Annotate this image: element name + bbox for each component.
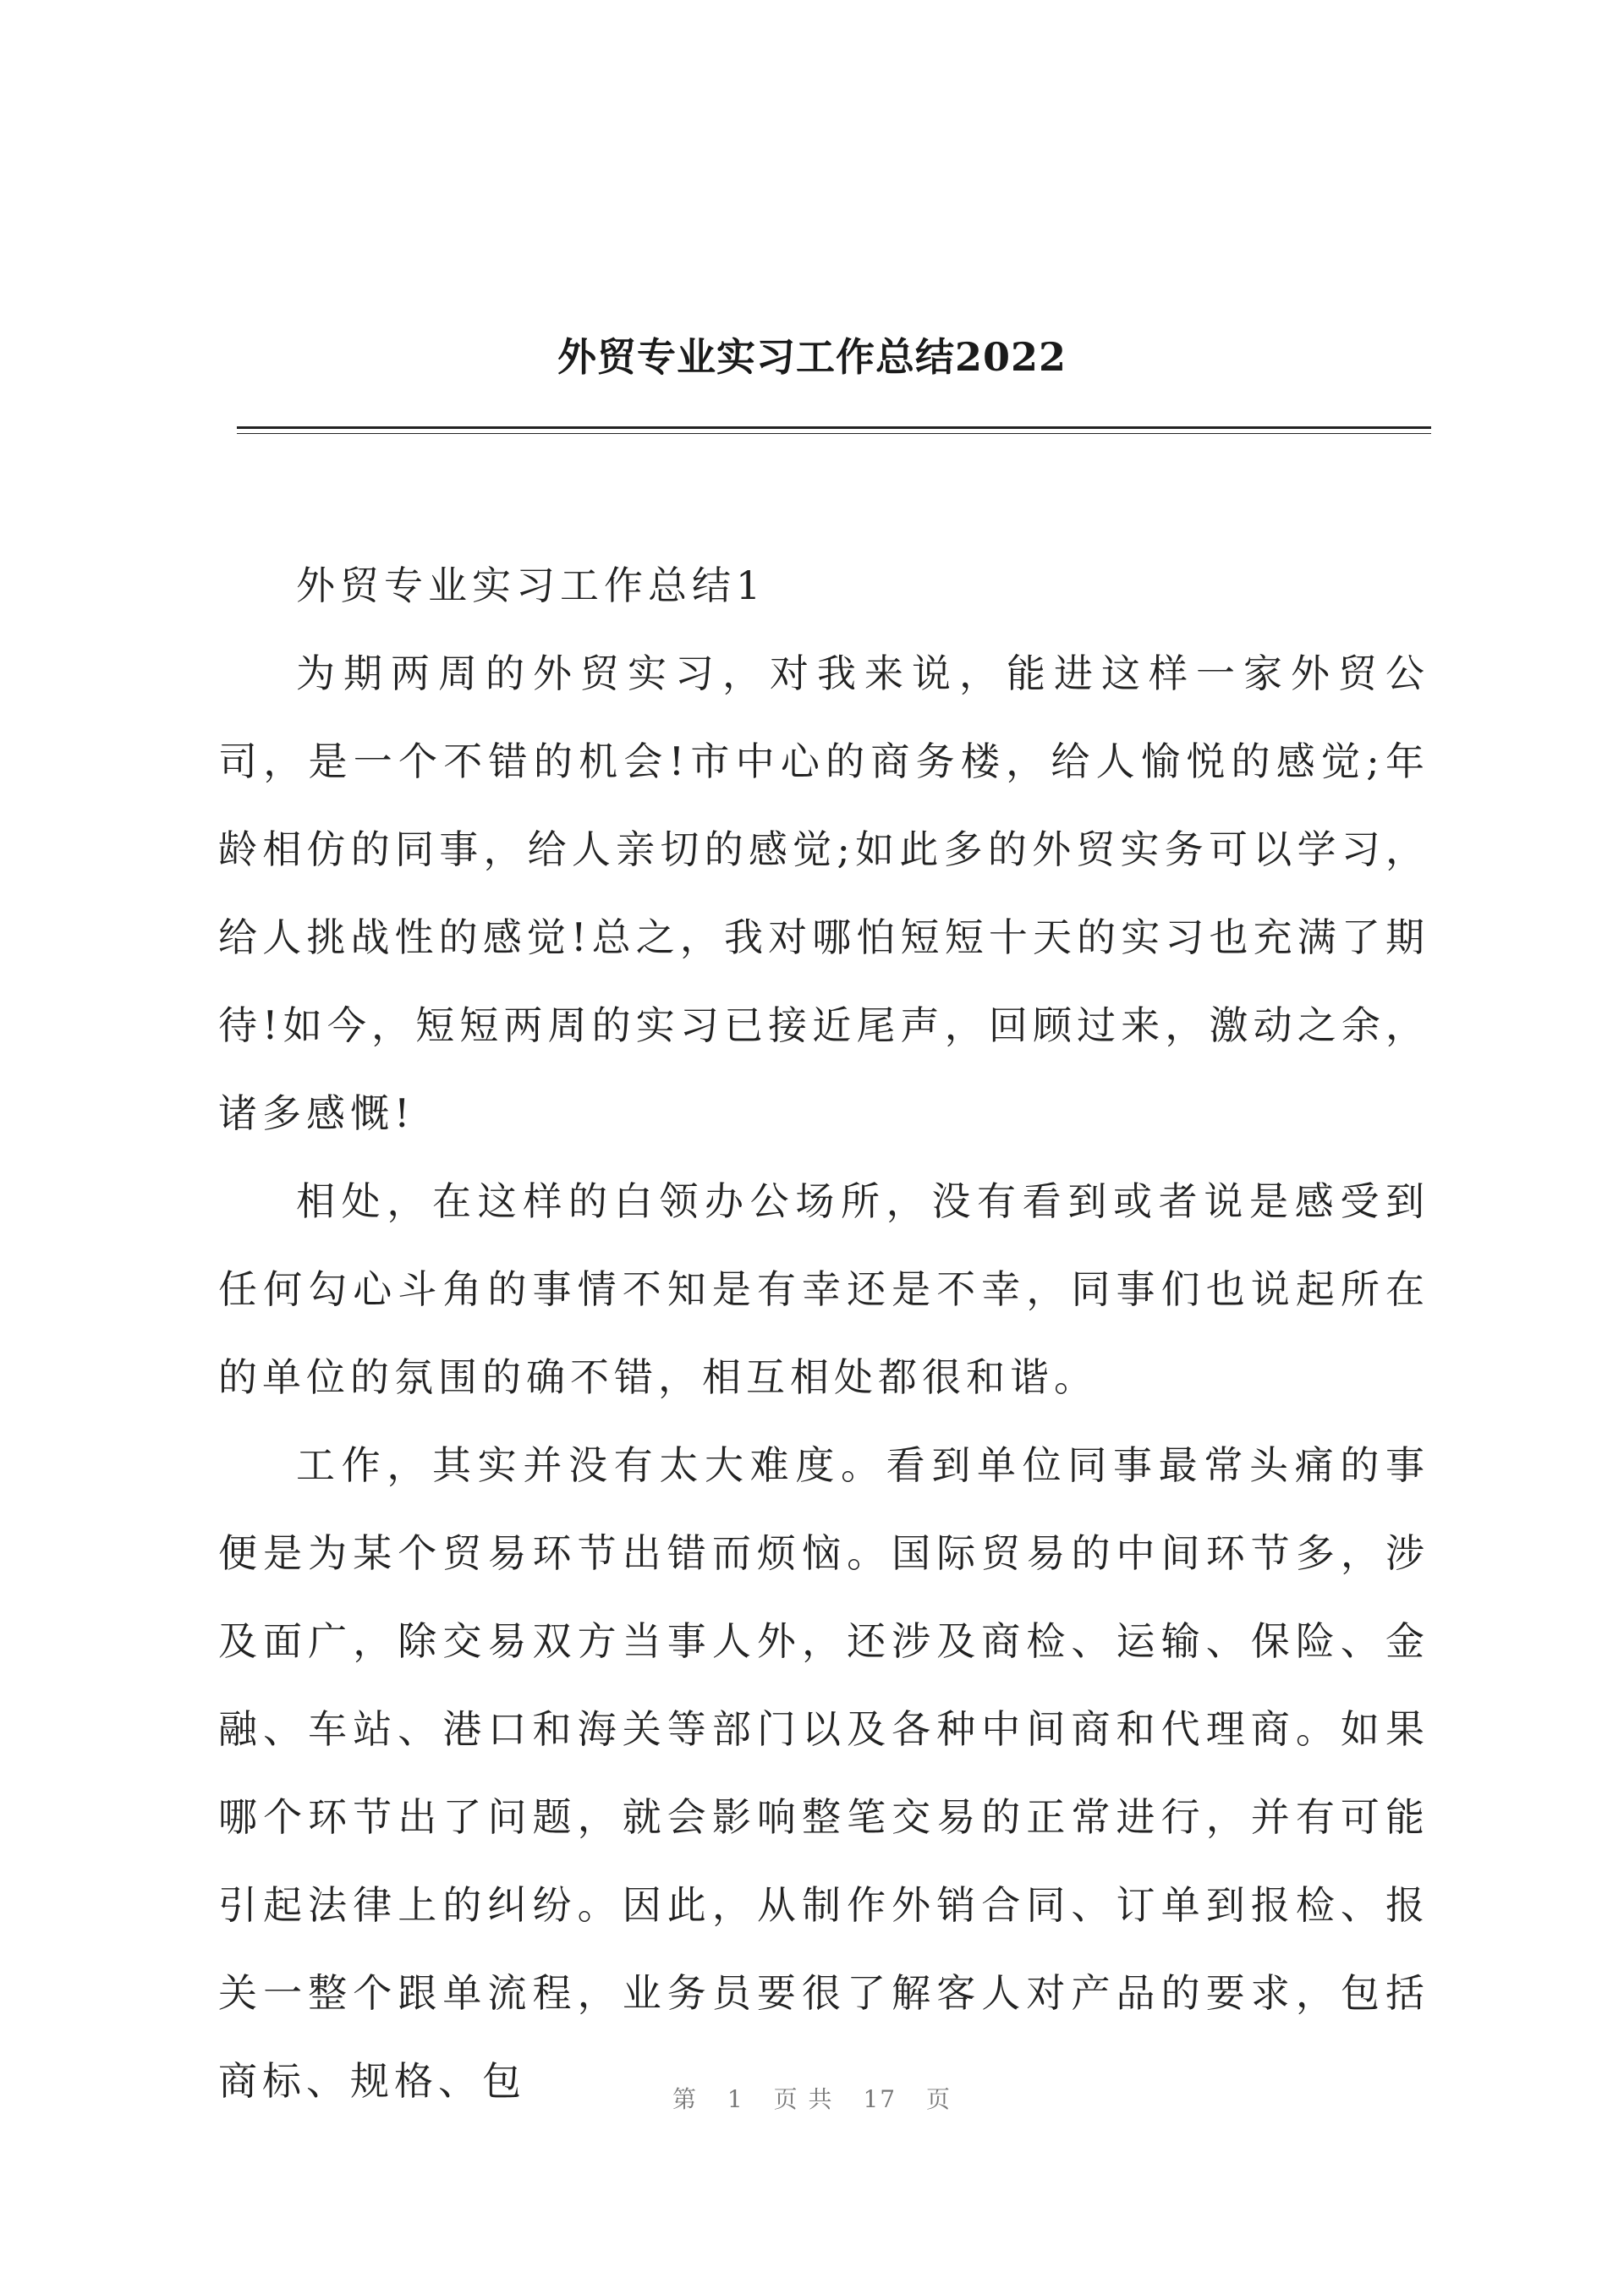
footer-middle: 页 共 [773, 2085, 834, 2113]
paragraph: 工作，其实并没有太大难度。看到单位同事最常头痛的事便是为某个贸易环节出错而烦恼。国际贸易的中间环节多，涉及面广，除交易双方当事人外，还涉及商检、运输、保险、金融、车站、港口和海关等部门以及各种中间商和代理商。如果哪个环节出了问题，就会影响整笔交易的正常进行，并有可能引起法律上的纠纷。因此，从制作外销合同、订单到报检、报关一整个跟单流程，业务员要很了解客人对产品的要求，包括商标、规格、包 [218, 1442, 1429, 2104]
paragraph: 为期两周的外贸实习，对我来说，能进这样一家外贸公司，是一个不错的机会!市中心的商务楼，给人愉悦的感觉;年龄相仿的同事，给人亲切的感觉;如此多的外贸实务可以学习，给人挑战性的感觉!总之，我对哪怕短短十天的实习也充满了期待!如今，短短两周的实习已接近尾声，回顾过来，激动之余，诸多感慨! [218, 651, 1429, 1136]
footer-page-number: 1 [727, 2085, 744, 2113]
paragraph: 相处，在这样的白领办公场所，没有看到或者说是感受到任何勾心斗角的事情不知是有幸还是不幸，同事们也说起所在的单位的氛围的确不错，相互相处都很和谐。 [218, 1178, 1429, 1400]
title-divider [237, 426, 1431, 434]
page-number-footer [0, 2081, 1624, 2115]
document-body [218, 541, 1429, 2125]
footer-prefix: 第 [672, 2085, 698, 2113]
footer-suffix: 页 [926, 2085, 952, 2113]
section-heading: 外贸专业实习工作总结1 [296, 563, 766, 608]
document-title: 外贸专业实习工作总结2022 [557, 334, 1067, 380]
footer-total-pages: 17 [863, 2085, 897, 2113]
